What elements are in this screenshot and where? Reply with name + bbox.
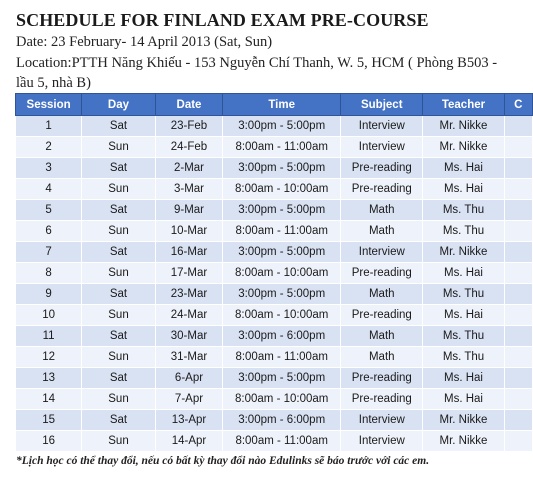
cell-date: 24-Feb <box>155 137 222 158</box>
cell-time: 3:00pm - 5:00pm <box>223 284 341 305</box>
header-time: Time <box>223 94 341 116</box>
cell-day: Sun <box>82 137 156 158</box>
cell-time: 8:00am - 11:00am <box>223 431 341 452</box>
cell-session: 7 <box>16 242 82 263</box>
cell-teacher: Ms. Thu <box>423 221 504 242</box>
cell-day: Sun <box>82 179 156 200</box>
cell-session: 13 <box>16 368 82 389</box>
cell-subject: Pre-reading <box>341 305 423 326</box>
cell-extra <box>504 326 532 347</box>
cell-subject: Pre-reading <box>341 368 423 389</box>
cell-time: 8:00am - 11:00am <box>223 137 341 158</box>
cell-session: 9 <box>16 284 82 305</box>
cell-session: 1 <box>16 116 82 137</box>
cell-day: Sun <box>82 263 156 284</box>
cell-teacher: Ms. Thu <box>423 326 504 347</box>
table-row <box>16 368 533 389</box>
cell-extra <box>504 158 532 179</box>
cell-session: 8 <box>16 263 82 284</box>
cell-day: Sat <box>82 116 156 137</box>
header-date: Date <box>155 94 222 116</box>
cell-time: 8:00am - 10:00am <box>223 179 341 200</box>
cell-session: 12 <box>16 347 82 368</box>
schedule-table <box>15 93 533 452</box>
cell-extra <box>504 389 532 410</box>
header-subject: Subject <box>341 94 423 116</box>
cell-subject: Interview <box>341 431 423 452</box>
cell-day: Sun <box>82 305 156 326</box>
cell-teacher: Mr. Nikke <box>423 116 504 137</box>
table-row <box>16 347 533 368</box>
cell-extra <box>504 200 532 221</box>
cell-day: Sat <box>82 158 156 179</box>
cell-extra <box>504 242 532 263</box>
cell-subject: Math <box>341 221 423 242</box>
cell-subject: Pre-reading <box>341 179 423 200</box>
cell-extra <box>504 368 532 389</box>
header-teacher: Teacher <box>423 94 504 116</box>
cell-date: 6-Apr <box>155 368 222 389</box>
cell-subject: Interview <box>341 242 423 263</box>
cell-time: 8:00am - 11:00am <box>223 347 341 368</box>
cell-date: 23-Feb <box>155 116 222 137</box>
cell-session: 3 <box>16 158 82 179</box>
table-body <box>16 116 533 452</box>
cell-date: 17-Mar <box>155 263 222 284</box>
cell-date: 7-Apr <box>155 389 222 410</box>
table-row <box>16 221 533 242</box>
cell-extra <box>504 347 532 368</box>
cell-date: 14-Apr <box>155 431 222 452</box>
cell-time: 3:00pm - 6:00pm <box>223 410 341 431</box>
cell-teacher: Mr. Nikke <box>423 242 504 263</box>
location-line: Location:PTTH Năng Khiếu - 153 Nguyễn Chí Thanh, W. 5, HCM ( Phòng B503 - lầu 5, nhà B) <box>16 55 498 91</box>
cell-time: 3:00pm - 5:00pm <box>223 200 341 221</box>
table-row <box>16 389 533 410</box>
cell-extra <box>504 263 532 284</box>
cell-teacher: Ms. Thu <box>423 284 504 305</box>
cell-teacher: Ms. Hai <box>423 368 504 389</box>
date-line: Date: 23 February- 14 April 2013 (Sat, Sun) <box>16 34 273 50</box>
cell-day: Sun <box>82 431 156 452</box>
cell-time: 8:00am - 10:00am <box>223 305 341 326</box>
cell-teacher: Ms. Hai <box>423 158 504 179</box>
cell-day: Sat <box>82 410 156 431</box>
table-row <box>16 158 533 179</box>
cell-time: 3:00pm - 5:00pm <box>223 158 341 179</box>
cell-day: Sat <box>82 284 156 305</box>
cell-day: Sun <box>82 347 156 368</box>
cell-subject: Math <box>341 284 423 305</box>
cell-subject: Math <box>341 326 423 347</box>
cell-teacher: Ms. Thu <box>423 347 504 368</box>
cell-extra <box>504 284 532 305</box>
cell-subject: Math <box>341 347 423 368</box>
cell-extra <box>504 116 532 137</box>
cell-session: 5 <box>16 200 82 221</box>
cell-day: Sat <box>82 200 156 221</box>
cell-session: 11 <box>16 326 82 347</box>
table-row <box>16 431 533 452</box>
cell-session: 2 <box>16 137 82 158</box>
cell-session: 14 <box>16 389 82 410</box>
cell-extra <box>504 221 532 242</box>
cell-subject: Math <box>341 200 423 221</box>
cell-time: 3:00pm - 5:00pm <box>223 242 341 263</box>
cell-teacher: Ms. Hai <box>423 263 504 284</box>
cell-date: 10-Mar <box>155 221 222 242</box>
cell-extra <box>504 431 532 452</box>
cell-subject: Pre-reading <box>341 389 423 410</box>
cell-teacher: Ms. Thu <box>423 200 504 221</box>
cell-teacher: Ms. Hai <box>423 389 504 410</box>
cell-day: Sat <box>82 368 156 389</box>
cell-time: 3:00pm - 5:00pm <box>223 368 341 389</box>
cell-extra <box>504 179 532 200</box>
cell-session: 6 <box>16 221 82 242</box>
header-extra: C <box>504 94 532 116</box>
cell-subject: Interview <box>341 137 423 158</box>
cell-time: 8:00am - 10:00am <box>223 263 341 284</box>
cell-date: 23-Mar <box>155 284 222 305</box>
cell-time: 3:00pm - 5:00pm <box>223 116 341 137</box>
cell-subject: Interview <box>341 116 423 137</box>
table-row <box>16 284 533 305</box>
cell-date: 31-Mar <box>155 347 222 368</box>
table-row <box>16 200 533 221</box>
cell-teacher: Ms. Hai <box>423 305 504 326</box>
table-row <box>16 305 533 326</box>
table-row <box>16 263 533 284</box>
table-row <box>16 326 533 347</box>
cell-session: 16 <box>16 431 82 452</box>
cell-session: 4 <box>16 179 82 200</box>
page-title: SCHEDULE FOR FINLAND EXAM PRE-COURSE <box>16 10 429 30</box>
cell-subject: Pre-reading <box>341 158 423 179</box>
cell-date: 13-Apr <box>155 410 222 431</box>
cell-subject: Pre-reading <box>341 263 423 284</box>
header-session: Session <box>16 94 82 116</box>
table-header-row <box>16 94 533 116</box>
cell-time: 8:00am - 10:00am <box>223 389 341 410</box>
header-day: Day <box>82 94 156 116</box>
cell-time: 3:00pm - 6:00pm <box>223 326 341 347</box>
table-row <box>16 410 533 431</box>
cell-date: 2-Mar <box>155 158 222 179</box>
cell-extra <box>504 410 532 431</box>
cell-day: Sat <box>82 326 156 347</box>
cell-session: 15 <box>16 410 82 431</box>
cell-day: Sun <box>82 389 156 410</box>
cell-date: 16-Mar <box>155 242 222 263</box>
table-row <box>16 137 533 158</box>
cell-teacher: Mr. Nikke <box>423 431 504 452</box>
cell-day: Sat <box>82 242 156 263</box>
cell-teacher: Mr. Nikke <box>423 137 504 158</box>
cell-extra <box>504 305 532 326</box>
cell-session: 10 <box>16 305 82 326</box>
cell-date: 30-Mar <box>155 326 222 347</box>
footnote: *Lịch học có thể thay đổi, nếu có bất kỳ thay đổi nào Edulinks sẽ báo trước với các em. <box>16 455 430 467</box>
cell-teacher: Mr. Nikke <box>423 410 504 431</box>
cell-teacher: Ms. Hai <box>423 179 504 200</box>
cell-subject: Interview <box>341 410 423 431</box>
cell-date: 9-Mar <box>155 200 222 221</box>
table-row <box>16 116 533 137</box>
cell-time: 8:00am - 11:00am <box>223 221 341 242</box>
cell-extra <box>504 137 532 158</box>
table-row <box>16 179 533 200</box>
cell-date: 24-Mar <box>155 305 222 326</box>
cell-date: 3-Mar <box>155 179 222 200</box>
cell-day: Sun <box>82 221 156 242</box>
table-row <box>16 242 533 263</box>
